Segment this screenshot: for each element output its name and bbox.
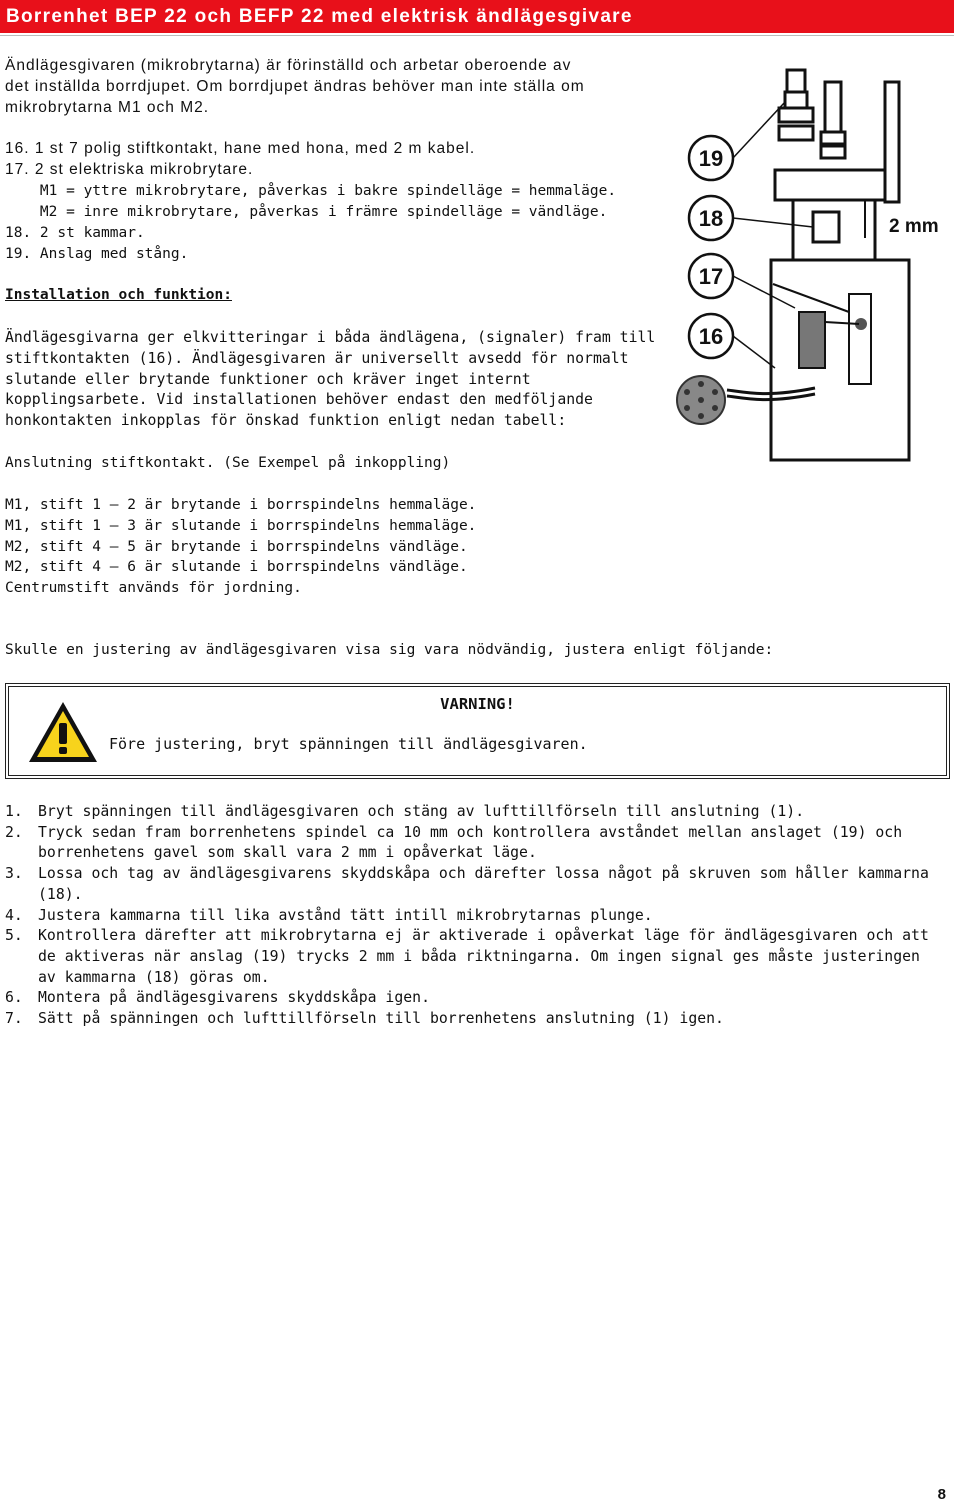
step-text: Justera kammarna till lika avstånd tätt intill mikrobrytarnas plunge. — [38, 906, 653, 924]
step-text: Montera på ändlägesgivarens skyddskåpa igen. — [38, 989, 430, 1007]
step-4 — [5, 906, 935, 927]
part-16: 16. 1 st 7 polig stiftkontakt, hane med hona, med 2 m kabel. — [5, 140, 476, 157]
intro-line-2: det inställda borrdjupet. Om borrdjupet ändras behöver man inte ställa om — [5, 78, 585, 95]
title-rule — [0, 35, 954, 36]
connection-line-1: M1, stift 1 — 2 är brytande i borrspindelns hemmaläge. — [5, 497, 477, 513]
step-number: 1. — [5, 803, 23, 820]
callout-19 — [689, 136, 733, 180]
step-text: Bryt spänningen till ändlägesgivaren och stäng av lufttillförseln till anslutning (1). — [38, 803, 805, 820]
adjustment-steps — [5, 802, 935, 1030]
page-title: Borrenhet BEP 22 och BEFP 22 med elektrisk ändlägesgivare — [0, 0, 954, 33]
step-number: 4. — [5, 906, 23, 924]
connection-line-3: M2, stift 4 — 5 är brytande i borrspindelns vändläge. — [5, 539, 468, 555]
step-text: Lossa och tag av ändlägesgivarens skyddskåpa och därefter lossa något på skruven som håller kammarna (18). — [38, 865, 929, 903]
step-1 — [5, 802, 935, 823]
warning-title: VARNING! — [440, 695, 515, 713]
callout-18 — [689, 196, 733, 240]
part-18: 18. 2 st kammar. — [5, 225, 145, 241]
intro-line-3: mikrobrytarna M1 och M2. — [5, 99, 210, 116]
part-17-m2: M2 = inre mikrobrytare, påverkas i främre spindelläge = vändläge. — [5, 204, 608, 220]
adjust-intro: Skulle en justering av ändlägesgivaren visa sig vara nödvändig, justera enligt följande: — [5, 642, 774, 658]
step-text: Sätt på spänningen och lufttillförseln till borrenhetens anslutning (1) igen. — [38, 1010, 724, 1028]
installation-text: Ändlägesgivarna ger elkvitteringar i båda ändlägena, (signaler) fram till stiftkontakten (16). Ändlägesgivaren är universellt avsedd för normalt slutande eller brytande funktioner och kräver inget internt kopplingsarbete. Vid installationen behöver endast den medföljande honkontakten inkopplas för önskad funktion enligt nedan tabell: — [5, 329, 656, 430]
callout-label: 19 — [698, 146, 724, 171]
dimension-label: 2 mm — [889, 216, 939, 237]
part-19: 19. Anslag med stång. — [5, 246, 189, 262]
connection-line-5: Centrumstift används för jordning. — [5, 580, 302, 596]
connection-line-2: M1, stift 1 — 3 är slutande i borrspindelns hemmaläge. — [5, 518, 477, 534]
intro-line-1: Ändlägesgivaren (mikrobrytarna) är förinställd och arbetar oberoende av — [5, 57, 572, 74]
step-6 — [5, 988, 935, 1009]
callout-label: 16 — [698, 324, 724, 349]
step-number: 3. — [5, 865, 23, 883]
callout-16 — [689, 314, 733, 358]
part-17: 17. 2 st elektriska mikrobrytare. — [5, 161, 254, 178]
step-number: 2. — [5, 823, 23, 841]
warning-box — [5, 683, 950, 779]
connection-heading: Anslutning stiftkontakt. (Se Exempel på inkoppling) — [5, 455, 451, 471]
pin-connector — [677, 376, 725, 424]
warning-text: Före justering, bryt spänningen till ändlägesgivaren. — [109, 735, 588, 753]
microswitch — [773, 284, 871, 384]
step-3 — [5, 864, 935, 905]
installation-heading: Installation och funktion: — [5, 287, 232, 303]
rod-assembly — [775, 70, 899, 260]
part-17-m1: M1 = yttre mikrobrytare, påverkas i bakre spindelläge = hemmaläge. — [5, 183, 617, 199]
step-text: Tryck sedan fram borrenhetens spindel ca 10 mm och kontrollera avståndet mellan anslaget (19) och borrenhetens gavel som skall vara 2 mm i opåverkat läge. — [38, 823, 903, 862]
step-number: 6. — [5, 989, 23, 1007]
connection-line-4: M2, stift 4 — 6 är slutande i borrspindelns vändläge. — [5, 559, 468, 575]
step-7 — [5, 1009, 935, 1030]
callout-label: 17 — [698, 264, 724, 289]
callout-label: 18 — [698, 206, 724, 231]
callout-17 — [689, 254, 733, 298]
step-2 — [5, 823, 935, 864]
end-position-sensor-diagram — [675, 62, 960, 462]
page-number: 8 — [937, 1486, 946, 1503]
step-number: 7. — [5, 1010, 23, 1028]
step-number: 5. — [5, 927, 23, 945]
step-5 — [5, 926, 935, 988]
step-text: Kontrollera därefter att mikrobrytarna ej är aktiverade i opåverkat läge för ändlägesgivaren och att de aktiveras när anslag (19) trycks 2 mm i båda riktningarna. Om ingen signal ges måste justeringen av kammarna (18) göras om. — [38, 927, 929, 986]
